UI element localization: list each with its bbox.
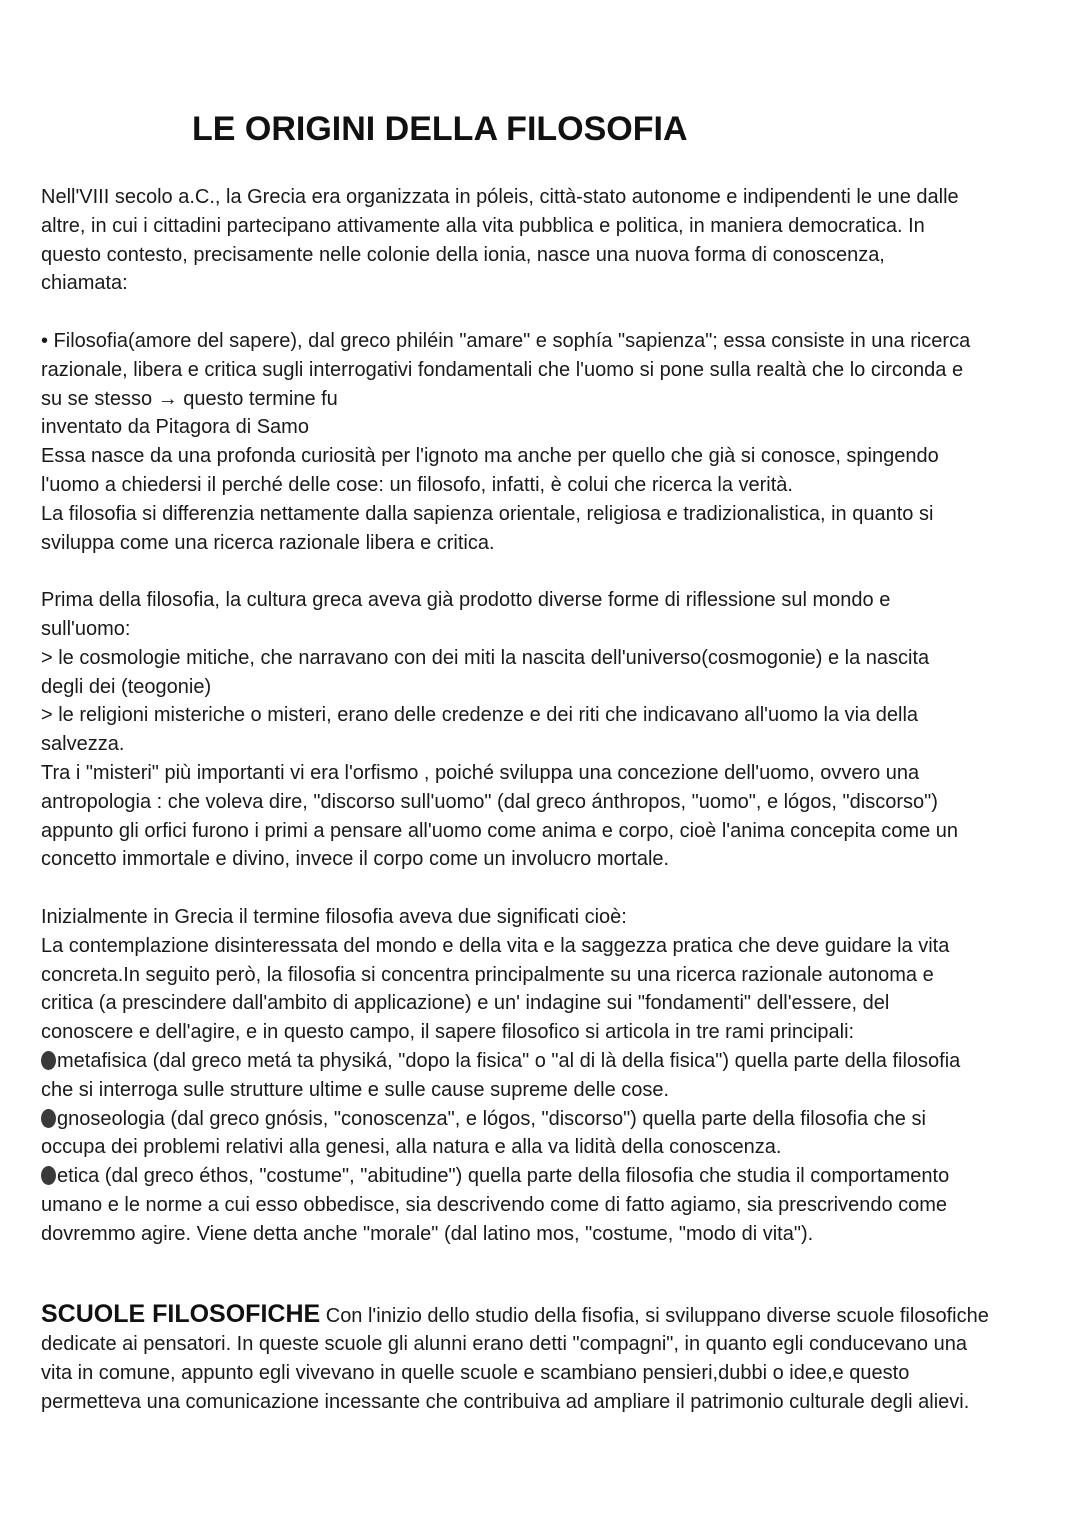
- text-line: l'uomo a chiedersi il perché delle cose: un filosofo, infatti, è colui che ricerca la verità.: [41, 473, 793, 496]
- text-line: gnoseologia (dal greco gnósis, "conoscenza", e lógos, "discorso") quella parte della filosofia che si: [57, 1107, 926, 1130]
- spacer: [41, 557, 989, 586]
- text-line: Essa nasce da una profonda curiosità per l'ignoto ma anche per quello che già si conosce, spingendo: [41, 445, 939, 468]
- text-line: conoscere e dell'agire, e in questo campo, il sapere filosofico si articola in tre rami principali:: [41, 1021, 855, 1044]
- text-line: concreta.In seguito però, la filosofia si concentra principalmente su una ricerca razionale autonoma e: [41, 963, 934, 986]
- prima-paragraph: [41, 586, 989, 874]
- intro-paragraph: [41, 183, 989, 298]
- branch-gnoseologia: [41, 1105, 989, 1163]
- text-line: La filosofia si differenzia nettamente dalla sapienza orientale, religiosa e tradizionalistica, in quanto si: [41, 502, 934, 525]
- bullet-circle-icon: [41, 1166, 56, 1185]
- text-line: altre, in cui i cittadini partecipano attivamente alla vita pubblica e politica, in maniera democratica. In: [41, 214, 925, 237]
- text-line: > le religioni misteriche o misteri, erano delle credenze e dei riti che indicavano all'uomo la via della: [41, 704, 919, 727]
- document-body: [41, 183, 989, 1417]
- scuole-paragraph: [41, 1299, 989, 1416]
- text-line: sviluppa come una ricerca razionale libera e critica.: [41, 531, 495, 554]
- spacer: [41, 874, 989, 903]
- filosofia-paragraph: [41, 327, 989, 557]
- text-line: dedicate ai pensatori. In queste scuole gli alunni erano detti "compagni", in quanto egli conducevano una: [41, 1333, 967, 1356]
- page-title: LE ORIGINI DELLA FILOSOFIA: [192, 110, 688, 148]
- text-line: Tra i "misteri" più importanti vi era l'orfismo , poiché sviluppa una concezione dell'uomo, ovvero una: [41, 761, 920, 784]
- text-line: occupa dei problemi relativi alla genesi, alla natura e alla va lidità della conoscenza.: [41, 1136, 782, 1159]
- bullet-circle-icon: [41, 1051, 56, 1070]
- branch-etica: [41, 1162, 989, 1248]
- branch-metafisica: [41, 1047, 989, 1105]
- text-line: critica (a prescindere dall'ambito di applicazione) e un' indagine sui "fondamenti" dell'essere, del: [41, 992, 890, 1015]
- text-line: Inizialmente in Grecia il termine filosofia aveva due significati cioè:: [41, 905, 627, 928]
- text-line: appunto gli orfici furono i primi a pensare all'uomo come anima e corpo, cioè l'anima concepita come un: [41, 819, 959, 842]
- text-line: inventato da Pitagora di Samo: [41, 416, 309, 439]
- text-line: umano e le norme a cui esso obbedisce, sia descrivendo come di fatto agiamo, sia prescrivendo come: [41, 1193, 948, 1216]
- text-line: La contemplazione disinteressata del mondo e della vita e la saggezza pratica che deve guidare la vita: [41, 934, 950, 957]
- section-heading: SCUOLE FILOSOFICHE: [41, 1300, 321, 1329]
- text-line: concetto immortale e divino, invece il corpo come un involucro mortale.: [41, 848, 670, 871]
- text-line: questo contesto, precisamente nelle colonie della ionia, nasce una nuova forma di conoscenza,: [41, 243, 885, 266]
- text-line: vita in comune, appunto egli vivevano in quelle scuole e scambiano pensieri,dubbi o idee,e questo: [41, 1362, 910, 1385]
- text-line: Con l'inizio dello studio della fisofia, si sviluppano diverse scuole filosofiche: [320, 1305, 989, 1328]
- spacer: [41, 1248, 989, 1277]
- text-line: Nell'VIII secolo a.C., la Grecia era organizzata in póleis, città-stato autonome e indipendenti le une dalle: [41, 186, 959, 208]
- text-line: salvezza.: [41, 733, 125, 756]
- text-line: che si interroga sulle strutture ultime e sulle cause supreme delle cose.: [41, 1078, 670, 1101]
- text-line: dovremmo agire. Viene detta anche "morale" (dal latino mos, "costume, "modo di vita").: [41, 1222, 814, 1245]
- text-line: Prima della filosofia, la cultura greca aveva già prodotto diverse forme di riflessione sul mondo e: [41, 589, 891, 612]
- text-line: > le cosmologie mitiche, che narravano con dei miti la nascita dell'universo(cosmogonie) e la nascita: [41, 646, 930, 669]
- text-line: • Filosofia(amore del sapere), dal greco philéin "amare" e sophía "sapienza"; essa consiste in una ricerca: [41, 329, 971, 352]
- text-line: su se stesso → questo termine fu: [41, 387, 338, 410]
- bullet-circle-icon: [41, 1109, 56, 1128]
- text-line: permetteva una comunicazione incessante che contribuiva ad ampliare il patrimonio culturale degli alievi.: [41, 1390, 970, 1413]
- text-line: metafisica (dal greco metá ta physiká, "dopo la fisica" o "al di là della fisica") quella parte della filosofia: [57, 1049, 961, 1072]
- text-line: etica (dal greco éthos, "costume", "abitudine") quella parte della filosofia che studia il comportamento: [57, 1165, 950, 1188]
- significati-paragraph: [41, 903, 989, 1047]
- text-line: antropologia : che voleva dire, "discorso sull'uomo" (dal greco ánthropos, "uomo", e lógos, "discorso"): [41, 790, 938, 813]
- text-line: degli dei (teogonie): [41, 675, 212, 698]
- text-line: razionale, libera e critica sugli interrogativi fondamentali che l'uomo si pone sulla realtà che lo circonda e: [41, 358, 964, 381]
- spacer: [41, 298, 989, 327]
- text-line: sull'uomo:: [41, 617, 131, 640]
- text-line: chiamata:: [41, 272, 128, 295]
